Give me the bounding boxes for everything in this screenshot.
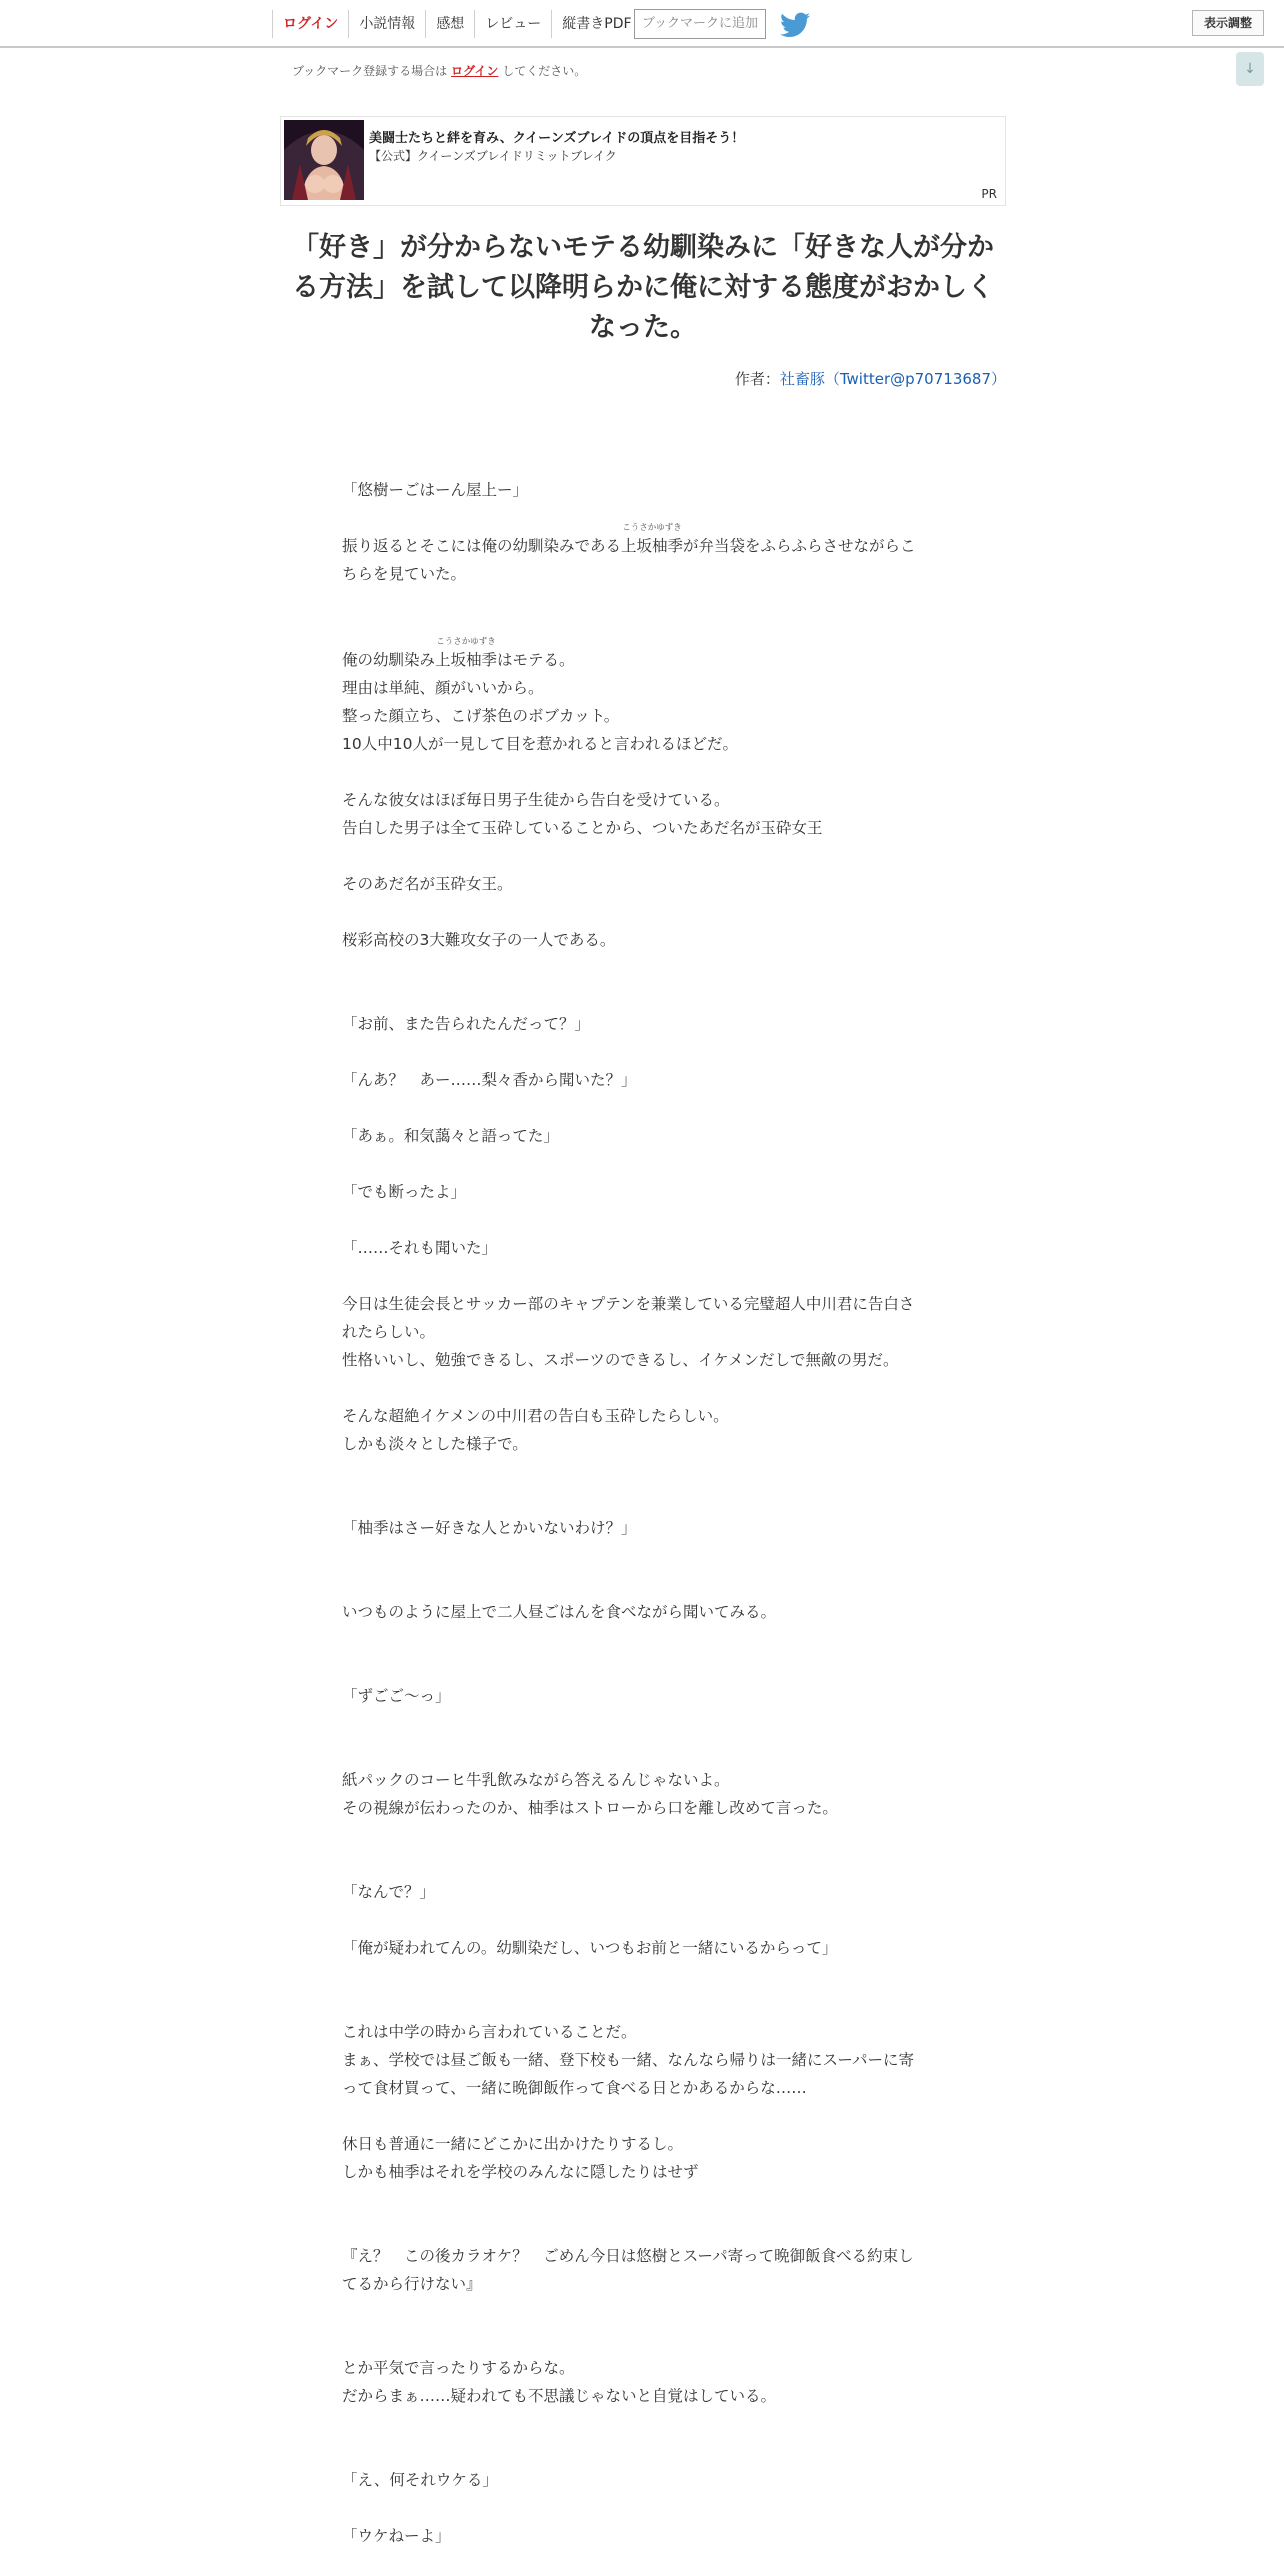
body-text-segment: 振り返るとそこには俺の幼馴染みである — [342, 537, 622, 555]
scroll-down-button[interactable]: ↓ — [1236, 52, 1264, 86]
body-line: まぁ、学校では昼ご飯も一緒、登下校も一緒、なんなら帰りは一緒にスーパーに寄 — [342, 2051, 914, 2069]
body-line: 「俺が疑われてんの。幼馴染だし、いつもお前と一緒にいるからって」 — [342, 1939, 838, 1957]
body-text-segment: が弁当袋をふらふらさせながらこ — [683, 537, 916, 555]
body-line: そんな彼女はほぼ毎日男子生徒から告白を受けている。 — [342, 791, 730, 809]
display-settings-button[interactable]: 表示調整 — [1192, 10, 1264, 36]
author-prefix: 作者： — [734, 370, 780, 388]
body-line — [342, 637, 575, 670]
header-nav — [272, 10, 642, 38]
body-line: 「あぁ。和気藹々と語ってた」 — [342, 1127, 559, 1145]
body-line: 理由は単純、顔がいいから。 — [342, 679, 544, 697]
body-line: てるから行けない』 — [342, 2275, 482, 2293]
body-line: しかも淡々とした様子で。 — [342, 1435, 528, 1453]
body-line: 紙パックのコーヒ牛乳飲みながら答えるんじゃないよ。 — [342, 1771, 730, 1789]
bookmark-login-notice — [292, 62, 586, 79]
body-line: そのあだ名が玉砕女王。 — [342, 875, 513, 893]
body-line: 「……それも聞いた」 — [342, 1239, 498, 1257]
nav-novel-info[interactable]: 小説情報 — [348, 10, 425, 38]
body-line: とか平気で言ったりするからな。 — [342, 2359, 575, 2377]
body-line: 整った顔立ち、こげ茶色のボブカット。 — [342, 707, 620, 725]
ad-title[interactable]: 美闘士たちと絆を育み、クイーンズブレイドの頂点を目指そう！ — [369, 131, 745, 146]
twitter-bird-icon[interactable] — [780, 12, 810, 38]
notice-suffix: してください。 — [502, 64, 587, 78]
body-line: 「お前、また告られたんだって？」 — [342, 1015, 591, 1033]
ruby-base: 上坂柚季 — [621, 537, 684, 555]
body-line: そんな超絶イケメンの中川君の告白も玉砕したらしい。 — [342, 1407, 729, 1425]
body-text-segment: 俺の幼馴染み — [342, 651, 436, 669]
body-line: その視線が伝わったのか、柚季はストローから口を離し改めて言った。 — [342, 1799, 838, 1817]
ruby-reading: こうさかゆずき — [436, 637, 496, 647]
body-line: って食材買って、一緒に晩御飯作って食べる日とかあるからな…… — [342, 2079, 807, 2097]
ruby-name — [621, 523, 684, 556]
site-header — [0, 0, 1284, 48]
body-line: 「柚季はさー好きな人とかいないわけ？」 — [342, 1519, 637, 1537]
ruby-base: 上坂柚季 — [435, 651, 498, 669]
body-line: 性格いいし、勉強できるし、スポーツのできるし、イケメンだしで無敵の男だ。 — [342, 1351, 899, 1369]
body-line: しかも柚季はそれを学校のみんなに隠したりはせず — [342, 2163, 699, 2181]
body-line: 「ずごご〜っ」 — [342, 1687, 451, 1705]
body-line: 今日は生徒会長とサッカー部のキャプテンを兼業している完璧超人中川君に告白さ — [342, 1295, 915, 1313]
nav-impressions[interactable]: 感想 — [425, 10, 474, 38]
body-line: 10人中10人が一見して目を惹かれると言われるほどだ。 — [342, 735, 738, 753]
add-bookmark-button[interactable]: ブックマークに追加 — [634, 9, 766, 39]
ruby-reading: こうさかゆずき — [622, 523, 682, 533]
body-line: ちらを見ていた。 — [342, 565, 467, 583]
body-line: 桜彩高校の3大難攻女子の一人である。 — [342, 931, 616, 949]
novel-title: 「好き」が分からないモテる幼馴染みに「好きな人が分かる方法」を試して以降明らかに俺に対する態度がおかしくなった。 — [292, 232, 994, 343]
body-line: 『え？ この後カラオケ？ ごめん今日は悠樹とスーパ寄って晩御飯食べる約束し — [342, 2247, 914, 2265]
notice-prefix: ブックマーク登録する場合は — [292, 64, 448, 78]
body-line: 「でも断ったよ」 — [342, 1183, 467, 1201]
body-text-segment: はモテる。 — [497, 651, 575, 669]
author-line — [280, 368, 1006, 389]
author-link[interactable]: 社畜豚（Twitter@p70713687） — [779, 370, 1006, 388]
nav-review[interactable]: レビュー — [474, 10, 551, 38]
body-line: れたらしい。 — [342, 1323, 436, 1341]
body-line: 「え、何それウケる」 — [342, 2471, 498, 2489]
body-line: 休日も普通に一緒にどこかに出かけたりするし。 — [342, 2135, 684, 2153]
body-line: 「悠樹ーごはーん屋上ー」 — [342, 481, 529, 499]
body-line: 告白した男子は全て玉砕していることから、ついたあだ名が玉砕女王 — [342, 819, 823, 837]
body-line: いつものように屋上で二人昼ごはんを食べながら聞いてみる。 — [342, 1603, 777, 1621]
ad-thumbnail-image — [284, 120, 364, 200]
nav-vertical-pdf[interactable]: 縦書きPDF — [551, 10, 641, 38]
nav-login[interactable]: ログイン — [272, 10, 348, 38]
body-line: これは中学の時から言われていることだ。 — [342, 2023, 637, 2041]
ad-pr-label: PR — [981, 187, 997, 201]
notice-login-link[interactable]: ログイン — [451, 64, 499, 78]
body-line: 「んあ？ あー……梨々香から聞いた？」 — [342, 1071, 637, 1089]
body-line: 「ウケねーよ」 — [342, 2527, 451, 2545]
ad-source: 【公式】クイーンズブレイドリミットブレイク — [369, 149, 617, 163]
body-line: だからまぁ……疑われても不思議じゃないと自覚はしている。 — [342, 2387, 777, 2405]
ruby-name — [435, 637, 498, 670]
body-line: 「なんで？」 — [342, 1883, 436, 1901]
body-line — [342, 523, 916, 556]
ad-banner[interactable] — [280, 116, 1006, 206]
